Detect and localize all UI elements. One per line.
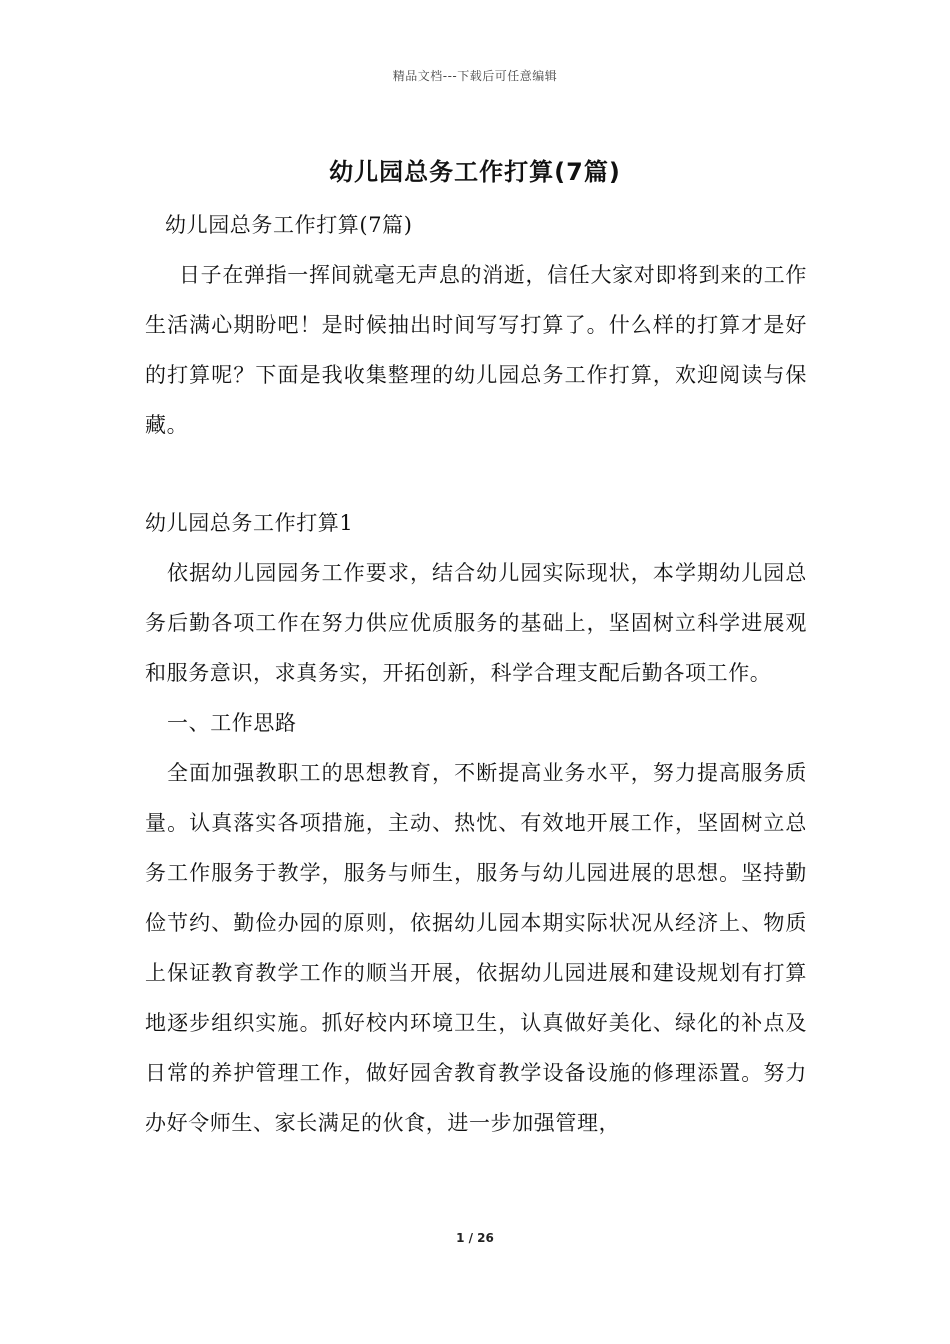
- subheading-work-approach: 一、工作思路: [167, 711, 297, 735]
- document-body: [145, 200, 807, 1148]
- page-number: 1 / 26: [456, 1231, 494, 1245]
- section1-paragraph-1: 依据幼儿园园务工作要求，结合幼儿园实际现状，本学期幼儿园总务后勤各项工作在努力供应优质服务的基础上，坚固树立科学进展观和服务意识，求真务实，开拓创新，科学合理支配后勤各项工作。: [145, 561, 807, 685]
- intro-paragraph: 日子在弹指一挥间就毫无声息的消逝，信任大家对即将到来的工作生活满心期盼吧！是时候抽出时间写写打算了。什么样的打算才是好的打算呢？下面是我收集整理的幼儿园总务工作打算，欢迎阅读与保藏。: [145, 263, 807, 437]
- document-title: 幼儿园总务工作打算(7篇): [329, 158, 621, 186]
- running-header: 精品文档---下载后可任意编辑: [392, 69, 558, 83]
- section-heading-1: 幼儿园总务工作打算1: [145, 511, 354, 535]
- section1-paragraph-2: 全面加强教职工的思想教育，不断提高业务水平，努力提高服务质量。认真落实各项措施，主动、热忱、有效地开展工作，坚固树立总务工作服务于教学，服务与师生，服务与幼儿园进展的思想。坚持勤俭节约、勤俭办园的原则，依据幼儿园本期实际状况从经济上、物质上保证教育教学工作的顺当开展，依据幼儿园进展和建设规划有打算地逐步组织实施。抓好校内环境卫生，认真做好美化、绿化的补点及日常的养护管理工作，做好园舍教育教学设备设施的修理添置。努力办好令师生、家长满足的伙食，进一步加强管理，: [145, 761, 807, 1135]
- paragraph-gap: [145, 450, 807, 498]
- document-subtitle: 幼儿园总务工作打算(7篇): [165, 213, 413, 237]
